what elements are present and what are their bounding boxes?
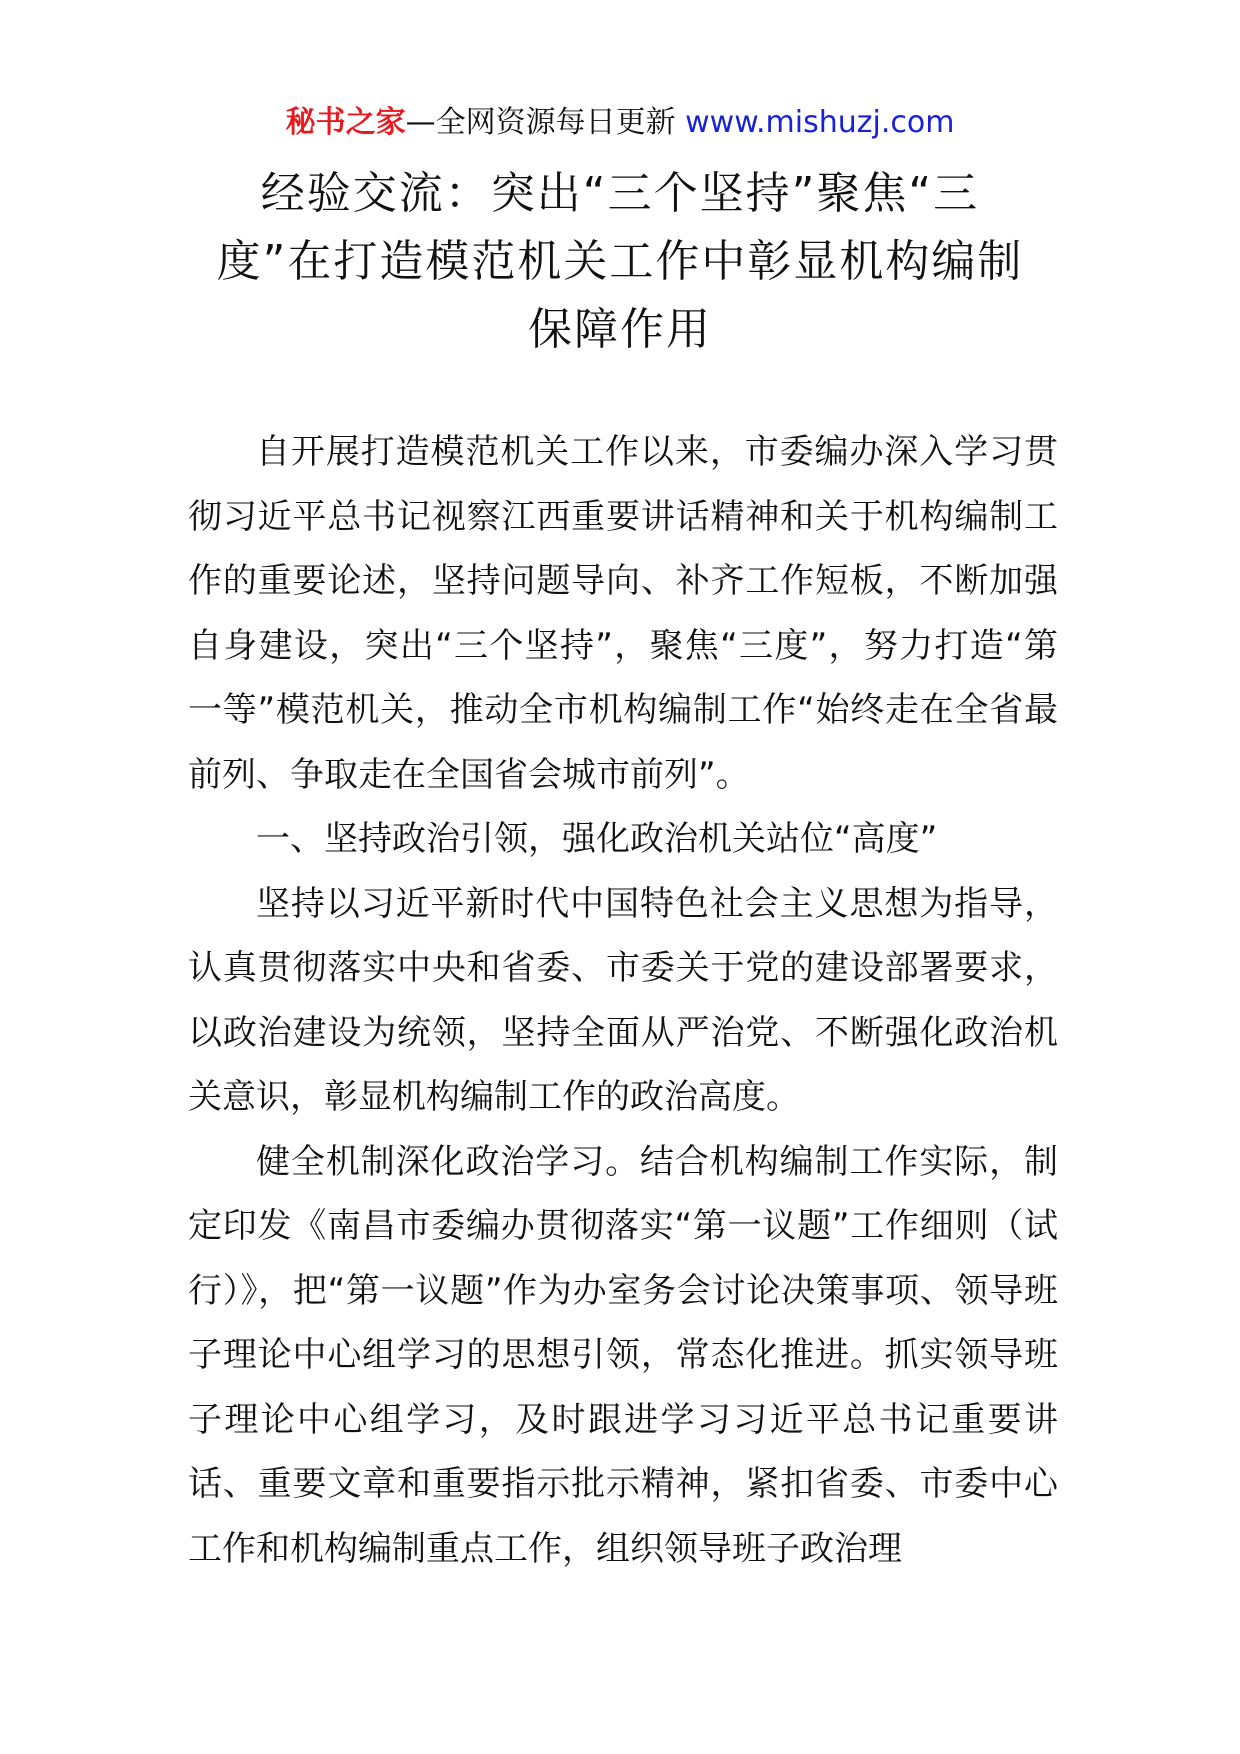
paragraph-section-1: 坚持以习近平新时代中国特色社会主义思想为指导，认真贯彻落实中央和省委、市委关于党的建设部署要求，以政治建设为统领，坚持全面从严治党、不断强化政治机关意识，彰显机构编制工作的政治高度。 xyxy=(188,883,1058,1117)
document-title xyxy=(180,160,1060,364)
title-line-3: 保障作用 xyxy=(528,304,712,355)
document-body xyxy=(188,420,1058,1581)
paragraph-intro: 自开展打造模范机关工作以来，市委编办深入学习贯彻习近平总书记视察江西重要讲话精神和关于机构编制工作的重要论述，坚持问题导向、补齐工作短板，不断加强自身建设，突出“三个坚持”，聚焦“三度”，努力打造“第一等”模范机关，推动全市机构编制工作“始终走在全省最前列、争取走在全国省会城市前列”。 xyxy=(188,432,1058,795)
title-line-2: 度”在打造模范机关工作中彰显机构编制 xyxy=(216,236,1024,287)
banner-slogan: —全网资源每日更新 xyxy=(405,105,686,140)
site-banner xyxy=(0,100,1240,146)
title-line-1: 经验交流：突出“三个坚持”聚焦“三 xyxy=(260,168,980,219)
paragraph-political-study: 健全机制深化政治学习。结合机构编制工作实际，制定印发《南昌市委编办贯彻落实“第一议题”工作细则（试行）》，把“第一议题”作为办室务会讨论决策事项、领导班子理论中心组学习的思想引领，常态化推进。抓实领导班子理论中心组学习，及时跟进学习习近平总书记重要讲话、重要文章和重要指示批示精神，紧扣省委、市委中心工作和机构编制重点工作，组织领导班子政治理 xyxy=(188,1141,1058,1569)
section-heading-1: 一、坚持政治引领，强化政治机关站位“高度” xyxy=(256,819,938,859)
site-url[interactable]: www.mishuzj.com xyxy=(685,105,955,140)
brand-name: 秘书之家 xyxy=(285,105,406,140)
